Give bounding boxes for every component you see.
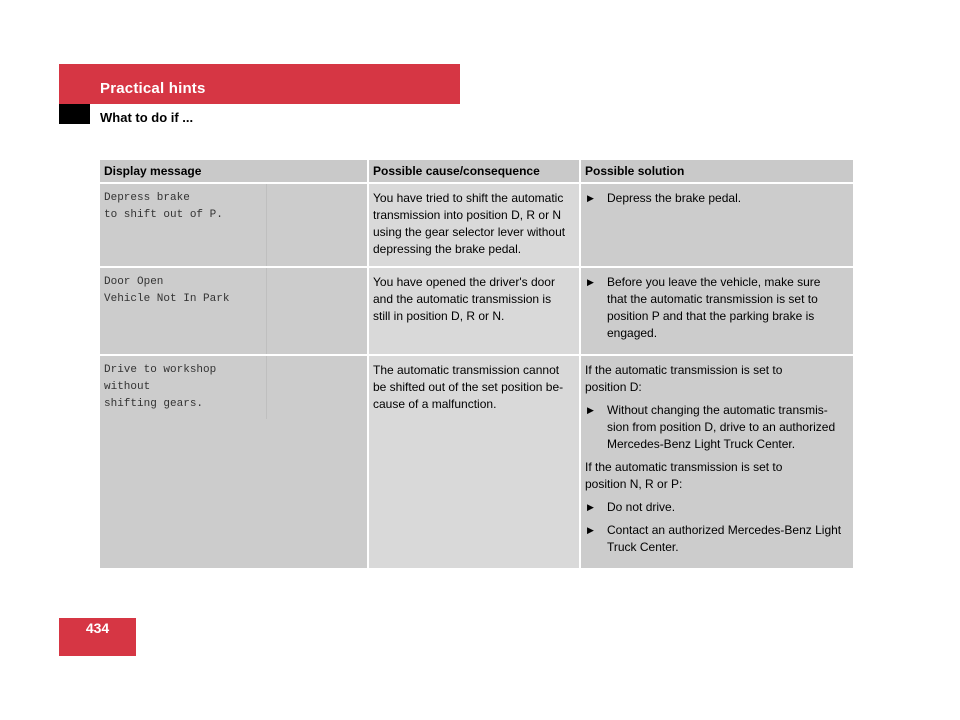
column-header-solution: Possible solution	[580, 160, 853, 183]
solution-step	[585, 499, 849, 516]
cause-cell	[368, 355, 580, 569]
cause-line: and the automatic transmission is	[373, 292, 552, 306]
display-message-line: without	[104, 381, 151, 393]
solution-line: that the automatic transmission is set to	[607, 292, 818, 306]
section-title: Practical hints	[100, 80, 206, 97]
solution-step	[585, 402, 849, 453]
triangle-right-icon: ▶	[587, 405, 594, 415]
cause-cell	[368, 183, 580, 267]
solution-step	[585, 274, 849, 342]
cause-line: You have opened the driver's door	[373, 275, 555, 289]
solution-line: Before you leave the vehicle, make sure	[607, 275, 821, 289]
cause-line: using the gear selector lever without	[373, 225, 566, 239]
solution-cell	[580, 183, 853, 267]
solution-condition	[585, 362, 849, 396]
table-row	[100, 355, 853, 569]
solution-line: engaged.	[607, 326, 658, 340]
display-message-line: Vehicle Not In Park	[104, 293, 230, 305]
triangle-right-icon: ▶	[587, 277, 594, 287]
cause-line: still in position D, R or N.	[373, 309, 505, 323]
solution-line: position D:	[585, 380, 642, 394]
display-message-text	[100, 356, 267, 419]
subsection-marker	[59, 104, 90, 124]
table-row	[100, 183, 853, 267]
solution-line: If the automatic transmission is set to	[585, 363, 783, 377]
solution-line: Without changing the automatic transmis-	[607, 403, 828, 417]
display-message-line: shifting gears.	[104, 398, 204, 410]
solution-step	[585, 190, 849, 207]
solution-step-text	[607, 274, 849, 342]
display-message-line: to shift out of P.	[104, 209, 223, 221]
solution-line: position P and that the parking brake is	[607, 309, 815, 323]
solution-line: Do not drive.	[607, 500, 676, 514]
solution-step-text	[607, 402, 849, 453]
solution-step-text	[607, 522, 849, 556]
solution-line: Mercedes-Benz Light Truck Center.	[607, 437, 796, 451]
page-number: 434	[85, 620, 110, 636]
solution-line: If the automatic transmission is set to	[585, 460, 783, 474]
solution-step-text	[607, 499, 849, 516]
display-message-cell	[100, 355, 368, 569]
display-message-line: Depress brake	[104, 192, 190, 204]
display-message-table	[100, 160, 853, 570]
cause-line: transmission into position D, R or N	[373, 208, 562, 222]
column-header-display-message: Display message	[100, 160, 368, 183]
display-message-cell	[100, 183, 368, 267]
table-header-row	[100, 160, 853, 183]
triangle-right-icon: ▶	[587, 525, 594, 535]
display-message-cell	[100, 267, 368, 355]
cause-line: The automatic transmission cannot	[373, 363, 560, 377]
triangle-right-icon: ▶	[587, 502, 594, 512]
cause-line: cause of a malfunction.	[373, 397, 497, 411]
subsection-title: What to do if ...	[100, 110, 194, 125]
triangle-right-icon: ▶	[587, 193, 594, 203]
cause-line: depressing the brake pedal.	[373, 242, 522, 256]
solution-line: Depress the brake pedal.	[607, 191, 742, 205]
column-header-cause: Possible cause/consequence	[368, 160, 580, 183]
solution-cell	[580, 355, 853, 569]
cause-line: be shifted out of the set position be-	[373, 380, 564, 394]
solution-step-text	[607, 190, 849, 207]
cause-cell	[368, 267, 580, 355]
display-message-text	[100, 268, 267, 354]
display-message-text	[100, 184, 267, 266]
cause-line: You have tried to shift the automatic	[373, 191, 564, 205]
solution-line: sion from position D, drive to an authorized	[607, 420, 836, 434]
solution-cell	[580, 267, 853, 355]
solution-step	[585, 522, 849, 556]
solution-condition	[585, 459, 849, 493]
solution-line: Contact an authorized Mercedes-Benz Light	[607, 523, 842, 537]
display-message-line: Door Open	[104, 276, 164, 288]
solution-line: position N, R or P:	[585, 477, 683, 491]
display-message-line: Drive to workshop	[104, 364, 217, 376]
solution-line: Truck Center.	[607, 540, 679, 554]
table-row	[100, 267, 853, 355]
